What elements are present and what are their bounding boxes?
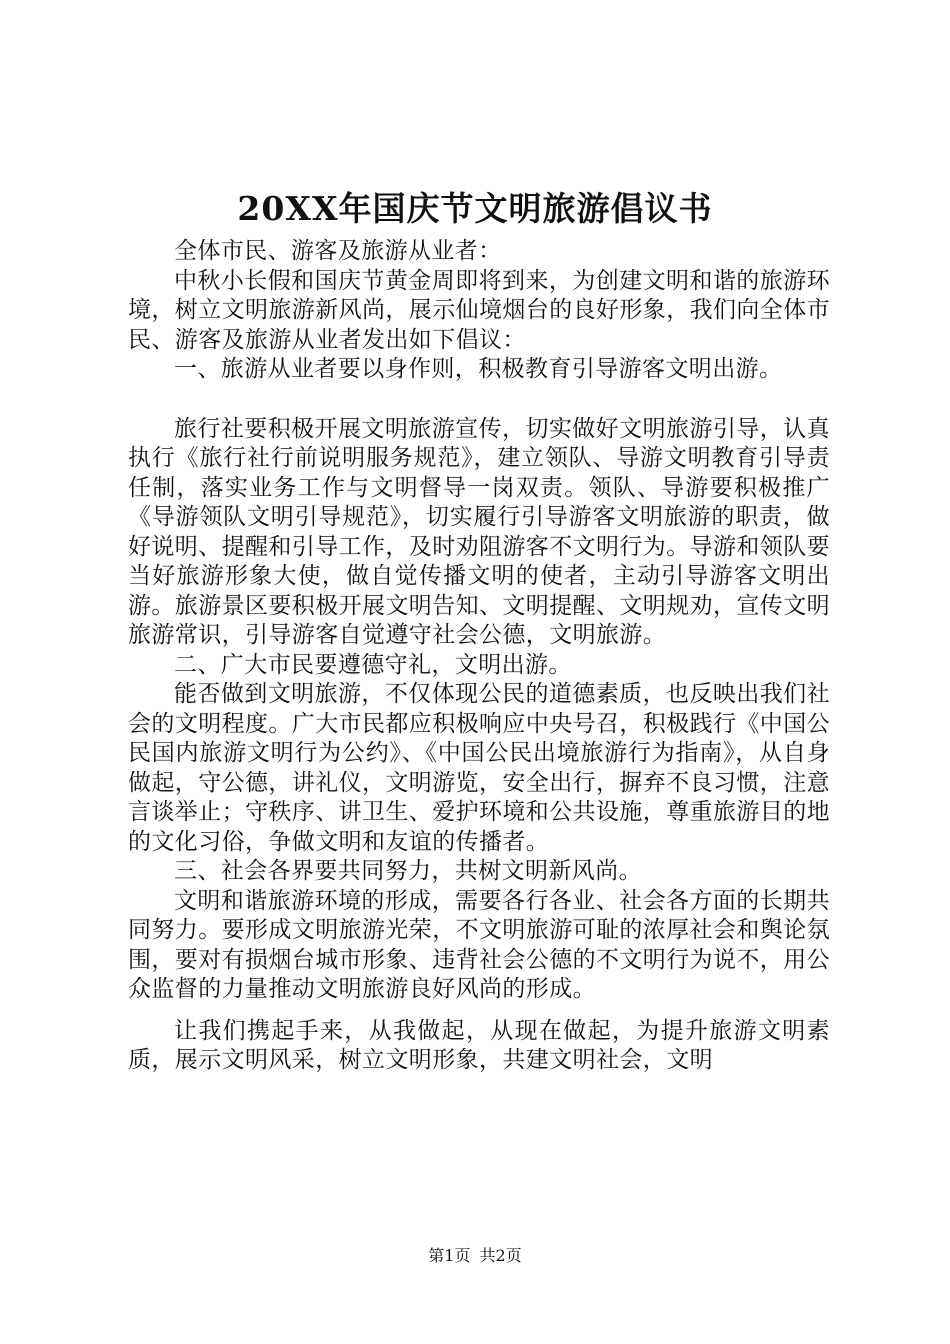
paragraph-closing: 让我们携起手来，从我做起，从现在做起，为提升旅游文明素质，展示文明风采，树立文明形象，共建文明社会，文明 [128,1017,830,1073]
paragraph-citizens: 能否做到文明旅游，不仅体现公民的道德素质，也反映出我们社会的文明程度。广大市民都应积极响应中央号召，积极践行《中国公民国内旅游文明行为公约》、《中国公民出境旅游行为指南》，从自身做起，守公德，讲礼仪，文明游览，安全出行，摒弃不良习惯，注意言谈举止；守秩序、讲卫生、爱护环境和公共设施，尊重旅游目的地的文化习俗，争做文明和友谊的传播者。 [128,681,830,855]
document-title: 20XX年国庆节文明旅游倡议书 [237,189,713,228]
page-footer [0,1245,950,1267]
page-number: 第1页 [428,1246,471,1265]
paragraph-intro: 中秋小长假和国庆节黄金周即将到来，为创建文明和谐的旅游环境，树立文明旅游新风尚，展示仙境烟台的良好形象，我们向全体市民、游客及旅游从业者发出如下倡议： [128,267,830,353]
heading-one: 一、旅游从业者要以身作则，积极教育引导游客文明出游。 [174,356,783,382]
paragraph-travel-agencies: 旅行社要积极开展文明旅游宣传，切实做好文明旅游引导，认真执行《旅行社行前说明服务规范》，建立领队、导游文明教育引导责任制，落实业务工作与文明督导一岗双责。领队、导游要积极推广《导游领队文明引导规范》，切实履行引导游客文明旅游的职责，做好说明、提醒和引导工作，及时劝阻游客不文明行为。导游和领队要当好旅游形象大使，做自觉传播文明的使者，主动引导游客文明出游。旅游景区要积极开展文明告知、文明提醒、文明规劝，宣传文明旅游常识，引导游客自觉遵守社会公德，文明旅游。 [128,415,830,648]
document-body [128,237,830,1076]
salutation: 全体市民、游客及旅游从业者： [174,238,502,264]
heading-three: 三、社会各界要共同努力，共树文明新风尚。 [174,858,642,884]
page-total: 共2页 [479,1246,522,1265]
heading-two: 二、广大市民要遵德守礼，文明出游。 [174,651,572,678]
paragraph-society: 文明和谐旅游环境的形成，需要各行各业、社会各方面的长期共同努力。要形成文明旅游光荣，不文明旅游可耻的浓厚社会和舆论氛围，要对有损烟台城市形象、违背社会公德的不文明行为说不，用公众监督的力量推动文明旅游良好风尚的形成。 [128,887,830,1002]
